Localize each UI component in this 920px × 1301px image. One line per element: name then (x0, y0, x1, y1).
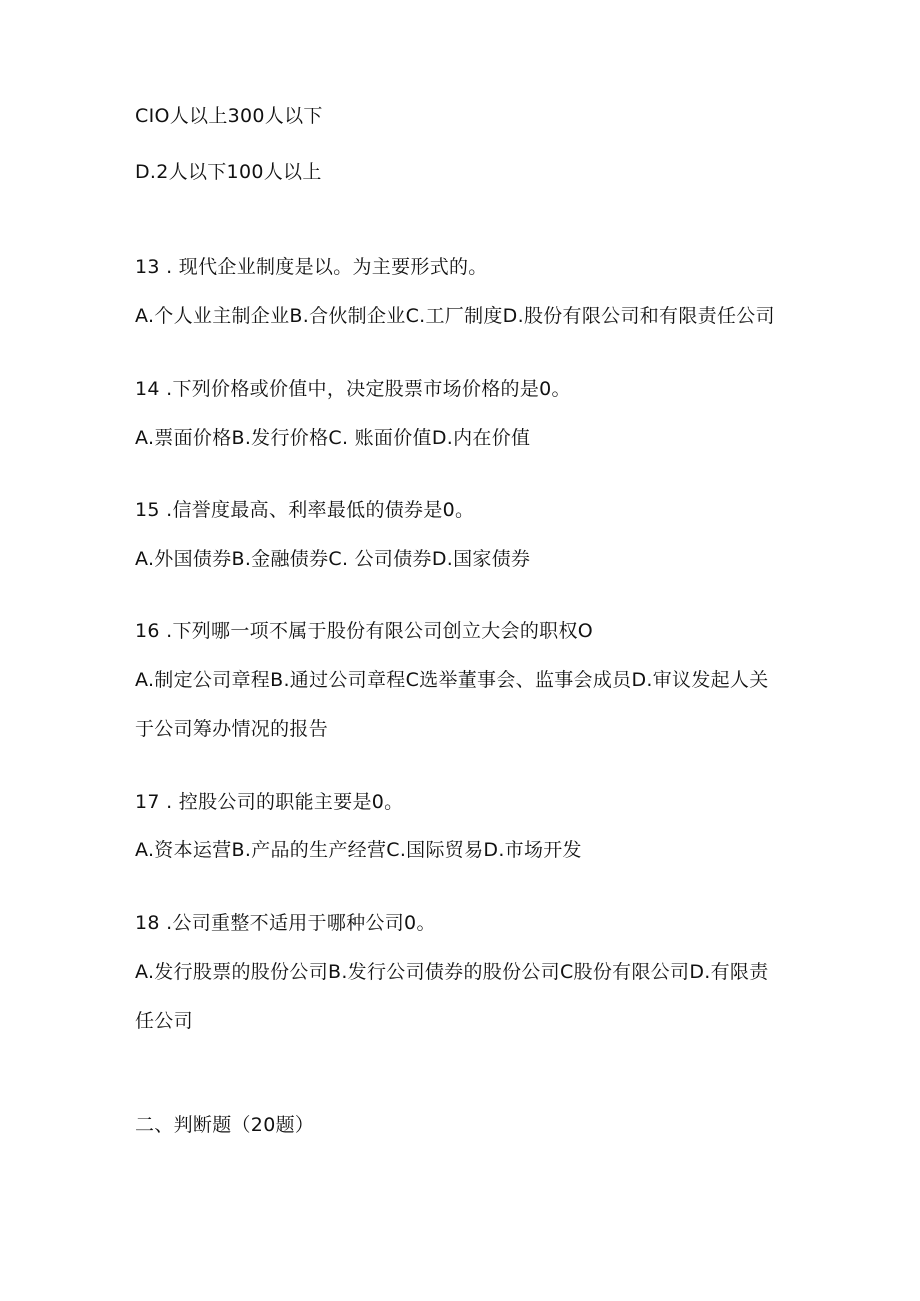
question-15: 15 .信誉度最高、利率最低的债券是0。 (135, 499, 475, 521)
question-14-options: A.票面价格B.发行价格C. 账面价值D.内在价值 (135, 427, 531, 449)
question-15-options: A.外国债券B.金融债券C. 公司债券D.国家债券 (135, 548, 531, 570)
question-14: 14 .下列价格或价值中，决定股票市场价格的是0。 (135, 378, 571, 400)
question-18-options: A.发行股票的股份公司B.发行公司债券的股份公司C股份有限公司D.有限责 (135, 961, 769, 983)
question-18: 18 .公司重整不适用于哪种公司0。 (135, 912, 436, 934)
question-13: 13 . 现代企业制度是以。为主要形式的。 (135, 256, 488, 278)
question-16: 16 .下列哪一项不属于股份有限公司创立大会的职权O (135, 620, 594, 642)
question-18-options-cont: 任公司 (135, 1010, 193, 1032)
question-17: 17 . 控股公司的职能主要是0。 (135, 791, 404, 813)
option-line-d-prev: D.2人以下100人以上 (135, 161, 322, 183)
question-16-options-cont: 于公司筹办情况的报告 (135, 718, 329, 740)
question-17-options: A.资本运营B.产品的生产经营C.国际贸易D.市场开发 (135, 839, 582, 861)
section-heading-true-false: 二、判断题（20题） (135, 1114, 315, 1136)
question-16-options: A.制定公司章程B.通过公司章程C选举董事会、监事会成员D.审议发起人关 (135, 669, 769, 691)
option-line-c-prev: CIO人以上300人以下 (135, 105, 323, 127)
question-13-options: A.个人业主制企业B.合伙制企业C.工厂制度D.股份有限公司和有限责任公司 (135, 305, 775, 327)
